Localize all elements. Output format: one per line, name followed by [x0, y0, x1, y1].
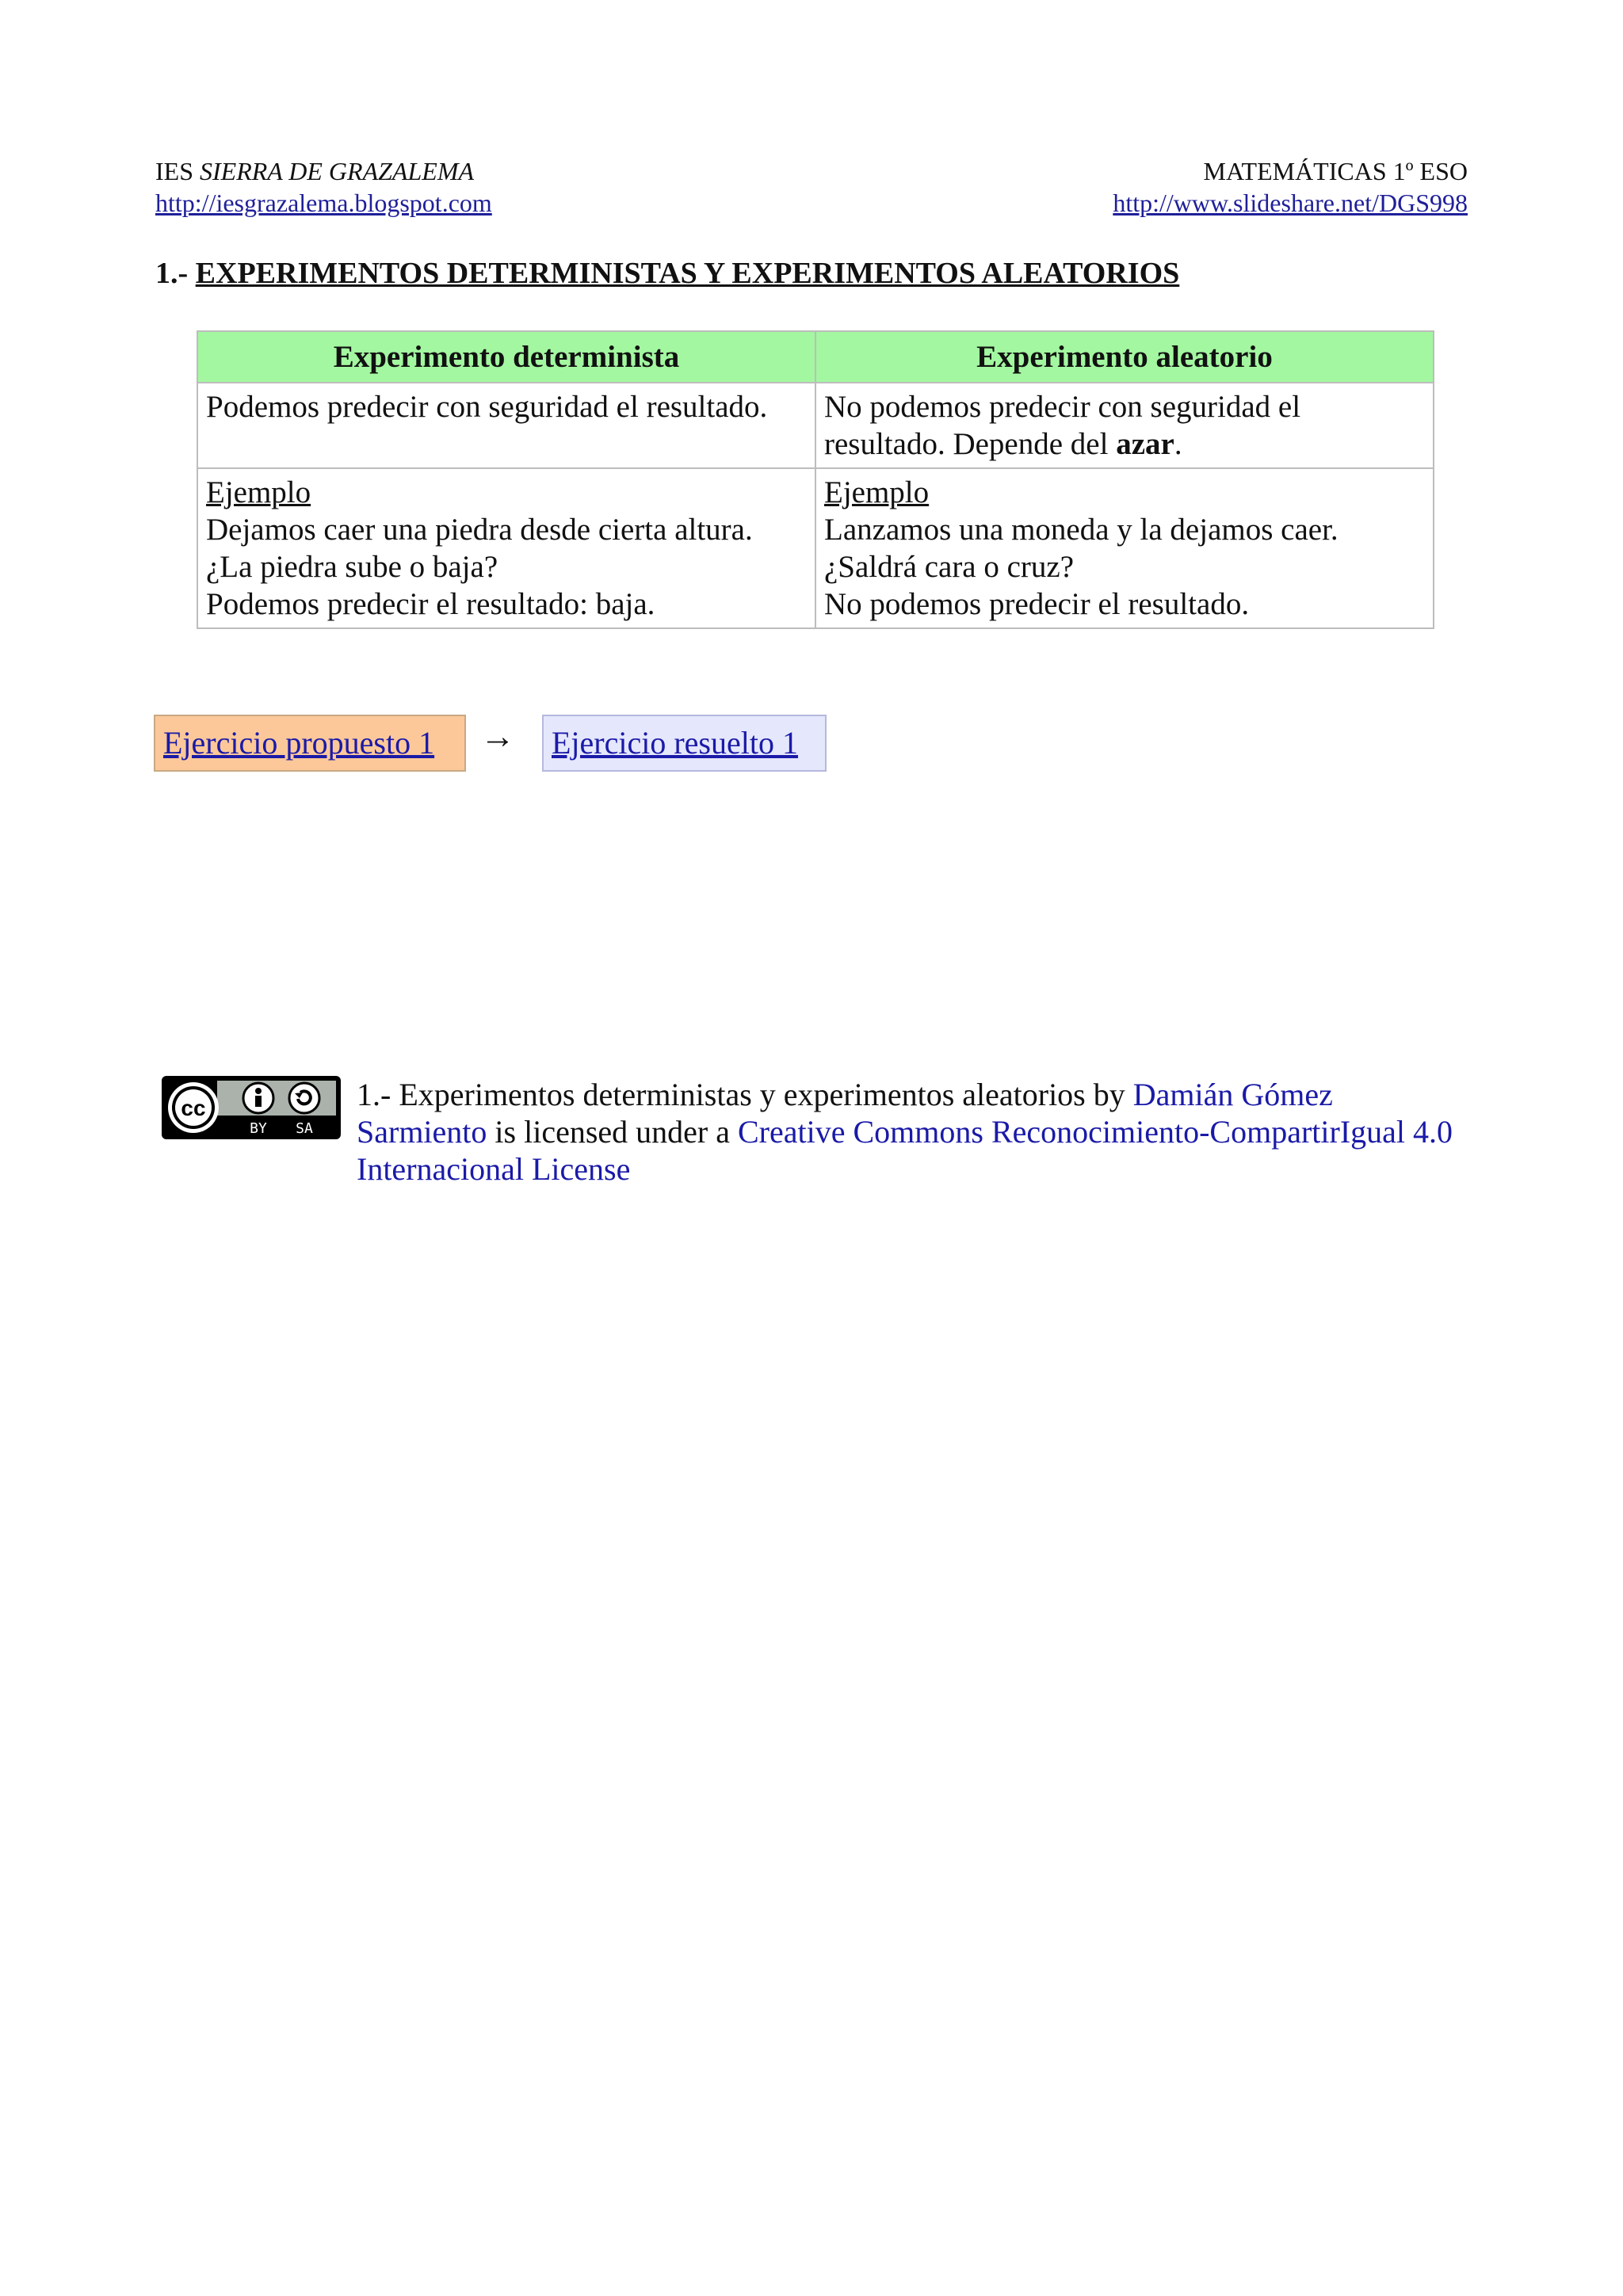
cc-by-sa-icon — [162, 1076, 341, 1139]
table-row — [197, 383, 1434, 468]
header-right — [1113, 155, 1468, 219]
solved-exercise-box — [542, 715, 827, 772]
cell-ale-example — [815, 468, 1434, 628]
proposed-exercise-box — [154, 715, 466, 772]
ale-definition-end: . — [1174, 427, 1182, 461]
ale-definition-bold: azar — [1116, 427, 1174, 461]
by-text: BY — [250, 1120, 267, 1137]
licensed-connector: is licensed under a — [487, 1114, 738, 1150]
section-number: 1.- — [155, 257, 189, 290]
cell-det-example — [197, 468, 815, 628]
header-left — [155, 155, 492, 219]
subject-label: MATEMÁTICAS 1º ESO — [1203, 157, 1468, 185]
license-text — [357, 1076, 1466, 1188]
header-aleatorio: Experimento aleatorio — [815, 331, 1434, 383]
license-link[interactable]: Creative Commons Reconocimiento-CompartirIgual 4.0 Internacional License — [357, 1114, 1453, 1187]
comparison-table — [197, 330, 1434, 629]
cc-by-sa-badge[interactable] — [162, 1076, 341, 1139]
by-connector: by — [1085, 1077, 1133, 1112]
school-line — [155, 155, 492, 187]
ale-example-line: ¿Saldrá cara o cruz? — [824, 550, 1075, 584]
sa-text: SA — [296, 1120, 313, 1137]
right-arrow-icon: → — [480, 717, 515, 756]
ale-example-line: Lanzamos una moneda y la dejamos caer. — [824, 513, 1338, 547]
det-example-line: Dejamos caer una piedra desde cierta altura. — [206, 513, 753, 547]
proposed-exercise-link[interactable]: Ejercicio propuesto 1 — [163, 725, 435, 761]
cell-ale-definition — [815, 383, 1434, 468]
det-example-line: Podemos predecir el resultado: baja. — [206, 587, 655, 621]
det-example-line: ¿La piedra sube o baja? — [206, 550, 498, 584]
author-link[interactable]: Damián Gómez Sarmiento — [357, 1077, 1333, 1150]
cell-det-definition: Podemos predecir con seguridad el resultado. — [197, 383, 815, 468]
table-row — [197, 468, 1434, 628]
table-header-row — [197, 331, 1434, 383]
ale-definition-text: No podemos predecir con seguridad el resultado. Depende del — [824, 390, 1301, 461]
det-example-label: Ejemplo — [206, 475, 311, 509]
school-prefix: IES — [155, 157, 193, 185]
solved-exercise-link[interactable]: Ejercicio resuelto 1 — [552, 725, 798, 761]
school-link[interactable]: http://iesgrazalema.blogspot.com — [155, 189, 492, 217]
ale-example-line: No podemos predecir el resultado. — [824, 587, 1250, 621]
slideshare-link[interactable]: http://www.slideshare.net/DGS998 — [1113, 189, 1468, 217]
cc-text: cc — [181, 1096, 206, 1120]
work-title: 1.- Experimentos deterministas y experimentos aleatorios — [357, 1077, 1086, 1112]
ale-example-label: Ejemplo — [824, 475, 930, 509]
section-title — [155, 254, 1179, 293]
school-name: SIERRA DE GRAZALEMA — [200, 157, 475, 185]
section-heading: EXPERIMENTOS DETERMINISTAS Y EXPERIMENTOS ALEATORIOS — [195, 257, 1180, 290]
header-determinista: Experimento determinista — [197, 331, 815, 383]
